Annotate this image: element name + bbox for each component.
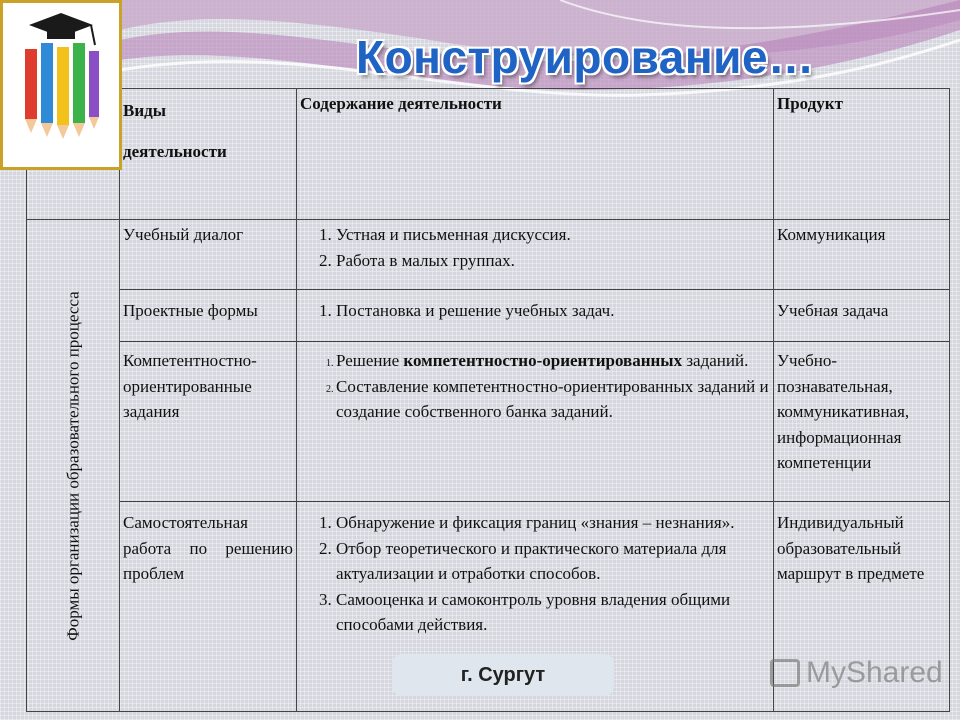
activity-content — [297, 342, 774, 502]
watermark — [770, 656, 943, 690]
activity-type: Учебный диалог — [120, 220, 297, 290]
activity-product: Учебная задача — [774, 290, 950, 342]
list-item: 2. Работа в малых группах. — [336, 248, 770, 274]
side-label-cell — [27, 220, 120, 712]
header-vidy: Виды деятельности — [120, 89, 297, 220]
table-header-row — [27, 89, 950, 220]
table-row — [27, 220, 950, 290]
activity-product: Индивидуальный образовательный маршрут в предмете — [774, 502, 950, 712]
list-item: 2. Составление компетентностно-ориентированных заданий и создание собственного банка заданий. — [336, 374, 770, 425]
school-logo — [0, 0, 122, 170]
table-row — [27, 290, 950, 342]
header-product: Продукт — [774, 89, 950, 220]
monitor-icon — [770, 659, 800, 687]
activity-type: Компетентностно-ориентированные задания — [120, 342, 297, 502]
list-item: 1. Решение компетентностно-ориентированных заданий. — [336, 348, 770, 374]
header-content: Содержание деятельности — [297, 89, 774, 220]
activity-type: Самостоятельная работа по решению проблем — [120, 502, 297, 712]
activity-product: Коммуникация — [774, 220, 950, 290]
activity-content — [297, 290, 774, 342]
list-item: 2. Отбор теоретического и практического материала для актуализации и отработки способов. — [336, 536, 770, 587]
side-label: Формы организации образовательного процесса — [63, 290, 83, 641]
list-item: 3. Самооценка и самоконтроль уровня владения общими способами действия. — [336, 587, 770, 638]
activity-product: Учебно-познавательная, коммуникативная, информационная компетенции — [774, 342, 950, 502]
list-item: 1. Обнаружение и фиксация границ «знания – незнания». — [336, 510, 770, 536]
list-item: 1. Устная и письменная дискуссия. — [336, 222, 770, 248]
page-title: Конструирование… — [356, 31, 815, 83]
pencils-graduation-cap-icon — [3, 3, 119, 167]
activity-type: Проектные формы — [120, 290, 297, 342]
activity-table — [26, 88, 950, 712]
activity-content — [297, 220, 774, 290]
watermark-text: MyShared — [806, 656, 943, 689]
list-item: 1. Постановка и решение учебных задач. — [336, 298, 770, 324]
table-row — [27, 342, 950, 502]
city-label: г. Сургут — [392, 654, 614, 696]
